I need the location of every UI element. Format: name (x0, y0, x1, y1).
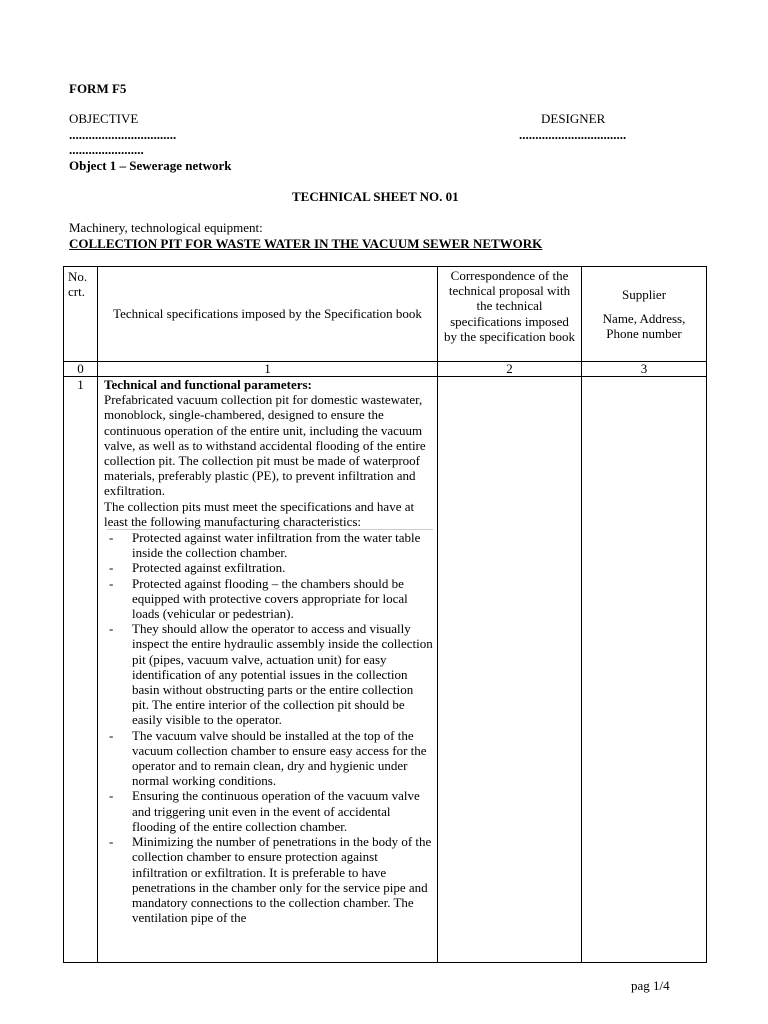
column-number: 2 (438, 362, 582, 377)
objective-dots-continued: ....................... (69, 142, 144, 157)
sheet-title: TECHNICAL SHEET NO. 01 (292, 189, 459, 204)
table-header-row (64, 267, 707, 362)
column-number: 0 (64, 362, 98, 377)
header-no-crt: No. crt. (64, 267, 98, 362)
column-number: 3 (582, 362, 707, 377)
supplier-label: Supplier (621, 286, 667, 302)
column-number: 1 (98, 362, 438, 377)
technical-spec-table (63, 266, 707, 963)
list-item: - Ensuring the continuous operation of the vacuum valve and triggering unit even in the event of accidental flooding of the entire collection chamber. (104, 788, 433, 834)
list-item: - Minimizing the number of penetrations in the body of the collection chamber to ensure protection against infiltration or exfiltration. It is preferable to have penetrations in the chamber only for the service pipe and mandatory connections to the collection chamber. The ventilation pipe of the (104, 834, 433, 925)
header-technical-specs: Technical specifications imposed by the Specification book (98, 267, 438, 362)
designer-dots: ................................. (519, 127, 627, 142)
objective-label: OBJECTIVE (69, 111, 139, 126)
equipment-title: COLLECTION PIT FOR WASTE WATER IN THE VACUUM SEWER NETWORK (69, 236, 543, 251)
table-row (64, 377, 707, 963)
machinery-label: Machinery, technological equipment: (69, 220, 263, 235)
form-label: FORM F5 (69, 81, 127, 96)
row-number: 1 (64, 377, 98, 963)
row-supplier-cell (582, 377, 707, 963)
objective-dots: ................................. (69, 127, 177, 142)
designer-label: DESIGNER (541, 111, 606, 126)
list-item: - Protected against flooding – the chambers should be equipped with protective covers appropriate for local loads (vehicular or pedestrian). (104, 576, 433, 622)
list-item: - They should allow the operator to access and visually inspect the entire hydraulic assembly inside the collection pit (pipes, vacuum valve, actuation unit) for easy identification of any potential issues in the collection basin without obstructing parts or the entire collection pit. The entire interior of the collection pit should be easily visible to the operator. (104, 621, 433, 727)
header-correspondence: Correspondence of the technical proposal with the technical specifications imposed by the specification book (438, 267, 582, 362)
header-supplier (582, 267, 707, 362)
list-item: - Protected against exfiltration. (104, 560, 433, 575)
page-number: pag 1/4 (631, 978, 670, 993)
row-correspondence-cell (438, 377, 582, 963)
characteristics-list (104, 530, 433, 925)
object-line: Object 1 – Sewerage network (69, 158, 232, 173)
requirements-paragraph: The collection pits must meet the specifications and have at least the following manufacturing characteristics: (104, 498, 415, 529)
column-number-row (64, 362, 707, 377)
description-paragraph: Prefabricated vacuum collection pit for domestic wastewater, monoblock, single-chambered, designed to ensure the continuous operation of the entire unit, including the vacuum valve, as well as to withstand accidental flooding of the entire collection pit. The collection pit must be made of waterproof materials, preferably plastic (PE), to prevent infiltration and exfiltration. (104, 392, 426, 499)
list-item: - The vacuum valve should be installed at the top of the vacuum collection chamber to ensure easy access for the operator and to remain clean, dry and hygienic under normal working conditions. (104, 728, 433, 789)
supplier-details-label: Name, Address, Phone number (602, 310, 686, 342)
list-item: - Protected against water infiltration from the water table inside the collection chamber. (104, 530, 433, 560)
parameters-heading: Technical and functional parameters: (104, 377, 312, 392)
row-specifications (98, 377, 438, 963)
